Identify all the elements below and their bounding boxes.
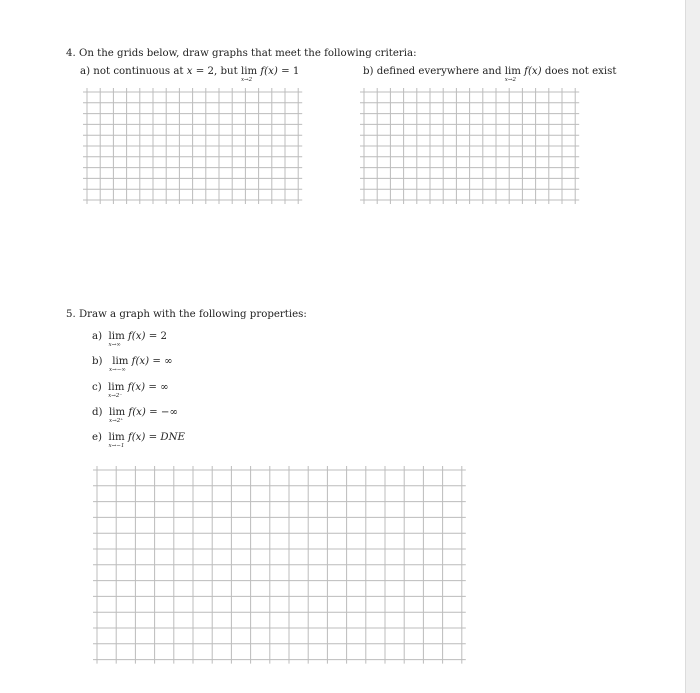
problem-4a-expr: f(x) [260,66,278,77]
lim-word: lim [240,66,258,77]
item-label: a) [92,331,103,342]
problem-4-text: On the grids below, draw graphs that meet the following criteria: [78,48,417,59]
lim-word: lim [112,356,129,367]
lim-word: lim [108,382,125,393]
lim-subscript: x→−1 [108,443,125,449]
problem-4-number: 4. [66,48,76,59]
item-rhs: = 2 [148,331,167,342]
item-expr: f(x) [127,432,146,443]
lim-word: lim [108,331,125,342]
problem-4a-eq: = 2, but [195,66,238,77]
lim-word: lim [504,66,521,77]
item-label: c) [92,382,102,393]
problem-4a-rhs: = 1 [281,66,300,77]
item-rhs: = DNE [148,432,185,443]
problem-4a-label: a) not continuous at [80,66,184,77]
problem-4b-rhs: does not exist [544,66,617,77]
problem-5-text: Draw a graph with the following properties: [78,309,307,320]
item-expr: f(x) [127,382,146,393]
problem-4b-label: b) defined everywhere and [363,66,502,77]
item-expr: f(x) [131,356,150,367]
lim-subscript: x→2 [240,77,253,83]
lim-subscript: x→2⁺ [108,418,124,424]
lim-subscript: x→2 [504,77,516,83]
item-label: b) [92,356,103,367]
item-rhs: = ∞ [152,356,173,367]
lim-subscript: x→∞ [108,342,121,348]
item-label: e) [92,432,103,443]
item-rhs: = ∞ [148,382,169,393]
problem-5-number: 5. [66,309,76,320]
item-expr: f(x) [128,407,146,418]
lim-word: lim [108,432,125,443]
lim-subscript: x→−∞ [108,367,126,373]
item-expr: f(x) [127,331,146,342]
item-rhs: = −∞ [149,407,178,418]
problem-4b-expr: f(x) [524,66,542,77]
item-label: d) [92,407,103,418]
problem-4a-var: x [186,66,193,77]
lim-subscript: x→2⁻ [108,393,123,399]
lim-word: lim [108,407,126,418]
